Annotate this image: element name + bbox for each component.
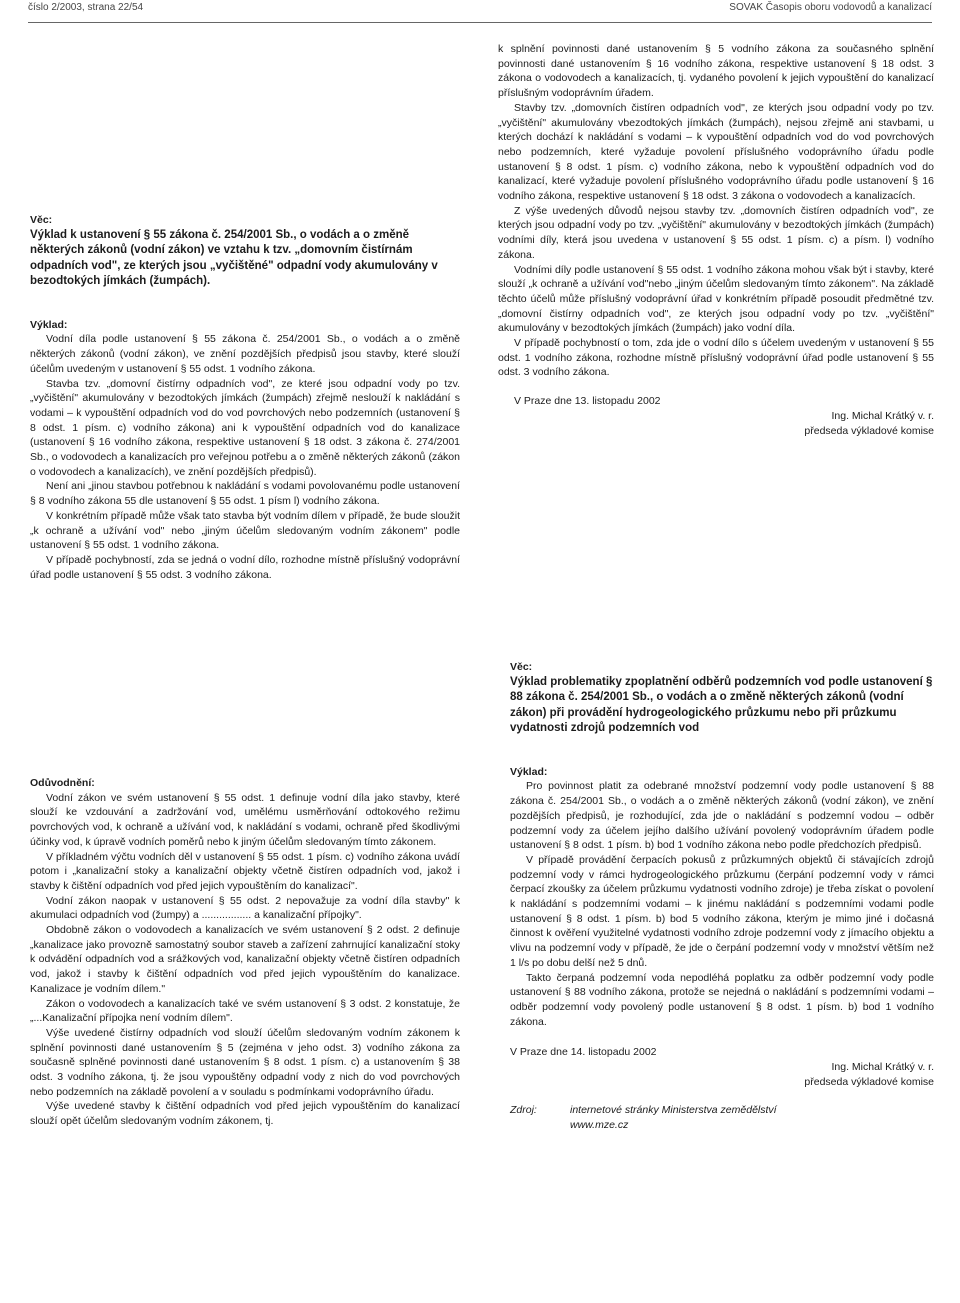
doc1-date: V Praze dne 13. listopadu 2002 <box>514 395 661 408</box>
page-header-left: číslo 2/2003, strana 22/54 <box>28 2 144 13</box>
doc1-vyklad-p3: Není ani „jinou stavbou potřebnou k nakládání s vodami povolovanému podle ustanovení § 8 vodního zákona 55 dle ustanovení § 55 odst. 1 písm l) vodního zákona. <box>30 480 460 508</box>
doc2-signer: Ing. Michal Krátký v. r. <box>831 1061 934 1074</box>
doc1-continued-p5: V případě pochybností o tom, zda jde o vodní dílo s účelem uvedeným v ustanovení § 55 odst. 1 vodního zákona, rozhodne místně příslušný vodoprávní úřad podle ustanovení § 55 odst. 3 vodního zákona. <box>498 337 934 379</box>
doc2-source-body <box>570 1103 777 1132</box>
doc2-date: V Praze dne 14. listopadu 2002 <box>510 1046 657 1059</box>
page-header-right: SOVAK Časopis oboru vodovodů a kanalizací <box>729 2 932 13</box>
doc2-vyklad-p2: V případě provádění čerpacích pokusů z průzkumných objektů či stávajících zdrojů podzemní vody v rámci hydrogeologického průzkumu (čerpání podzemní vody v rámci čerpací zkoušky za účelem průzkumu vydatnosti vodního zdroje) je třeba získat o povolení k nakládání s podzemními vodami – k jinému nakládání s podzemními vodami podle ustanovení § 8 odst. 1 písm. b) bod 5 vodního zákona, kterým je mimo jiné i dočasná činnost k ověření využitelné vydatnosti vodního zdroje podzemní vody z jímacího objektu a vlivu na podzemní vody v případě, že jde o čerpání podzemní vody v množství větším než 1 l/s po dobu delší než 5 dnů. <box>510 853 934 969</box>
doc1-vyklad-p5: V případě pochybností, zda se jedná o vodní dílo, rozhodne místně příslušný vodoprávní úřad podle ustanovení § 55 odst. 3 vodního zákona. <box>30 553 460 581</box>
header-rule <box>28 22 932 23</box>
doc1-oduvodneni-p5: Zákon o vodovodech a kanalizacích také ve svém ustanovení § 3 odst. 2 konstatuje, že „...Kanalizační přípojka není vodním dílem". <box>30 997 460 1025</box>
doc1-vyklad-block <box>30 213 460 582</box>
doc1-vyklad-label: Výklad: <box>30 318 68 331</box>
doc1-oduvodneni-p1: Vodní zákon ve svém ustanovení § 55 odst. 1 definuje vodní díla jako stavby, které slouží ke vzdouvání a zadržování vod, umělému usměrňování odtokového režimu povrchových vod, k ochraně a užívání vod, k nakládání s vodami, ochraně před škodlivými účinky vod, k úpravě vodních poměrů nebo k jiným účelům sledovaným tímto zákonem. <box>30 791 460 848</box>
doc2-vec-label: Věc: <box>510 661 533 673</box>
doc2-source-url: www.mze.cz <box>570 1119 629 1132</box>
doc1-oduvodneni-p6: Výše uvedené čistírny odpadních vod slouží účelům sledovaným vodním zákonem k splnění povinnosti dané ustanovením § 5 (zejména v jeho odst. 3) vodního zákona za současně splněné povinnosti dané ustanovením § 8 odst. 1 písm. c) a ustanovením § 38 odst. 3 vodního zákona, tj. že jsou vypouštěny odpadní vody z nich do vod povrchových nebo podzemních na základě povolení a v souladu s podmínkami vodoprávního úřadu. <box>30 1026 460 1098</box>
doc2-block <box>510 660 934 1133</box>
doc2-role: předseda výkladové komise <box>804 1075 934 1088</box>
doc1-role: předseda výkladové komise <box>804 424 934 437</box>
doc2-vyklad-label: Výklad: <box>510 765 548 778</box>
doc1-subject: Výklad k ustanovení § 55 zákona č. 254/2001 Sb., o vodách a o změně některých zákonů (vodní zákon) ve vztahu k tzv. „domovním čistírnám odpadních vod", ze kterých jsou „vyčištěné" odpadní vody akumulovány v bezodtokých jímkách (žumpách). <box>30 228 438 288</box>
doc1-vec-label: Věc: <box>30 214 53 226</box>
doc1-continuation-block <box>498 42 934 438</box>
doc1-oduvodneni-p4: Obdobně zákon o vodovodech a kanalizacích ve svém ustanovení § 2 odst. 2 definuje „kanalizace jako provozně samostatný soubor staveb a zařízení zahrnující kanalizační stoky k odvádění odpadních vod a srážkových vod, kanalizační objekty včetně čistíren odpadních vod, jakož i stavby k čištění odpadních vod před jejich vypouštěním do kanalizace. Kanalizace je vodním dílem." <box>30 924 460 995</box>
doc1-continued-p1: k splnění povinnosti dané ustanovením § 5 vodního zákona za současného splnění povinnosti dané ustanovením § 16 vodního zákona, respektive ustanovení § 18 odst. 3 zákona o vodovodech a kanalizacích, tj. vydaného povolení k jejich vypouštění do kanalizací příslušným vodoprávním úřadem. <box>498 43 934 100</box>
doc2-vyklad-p3: Takto čerpaná podzemní voda nepodléhá poplatku za odběr podzemní vody podle ustanovení § 88 vodního zákona, protože se nejedná o nakládání s podzemními vodami – odběr podzemní vody povolený podle ustanovení § 8 odst. 1 písm. b) bod 1 vodního zákona. <box>510 971 934 1028</box>
doc1-continued-p4: Vodními díly podle ustanovení § 55 odst. 1 vodního zákona mohou však být i stavby, které slouží „k ochraně a užívání vod"nebo „jiným účelům sledovaným tímto zákonem". Na základě těchto účelů může příslušný vodoprávní úřad v konkrétním případě posoudit předmětné tzv. „domovní čistírny odpadních vod", ze kterých jsou odpadní vody po tzv. „vyčištění" akumulovány v bezodtokých jímkách (žumpách) jako vodní díla. <box>498 263 934 335</box>
doc1-signer: Ing. Michal Krátký v. r. <box>831 409 934 422</box>
doc1-oduvodneni-p2: V příkladném výčtu vodních děl v ustanovení § 55 odst. 1 písm. c) vodního zákona uvádí potom i „kanalizační stoky a kanalizační objekty včetně čistíren odpadních vod, jakož i stavby k čištění odpadních vod před jejich vypouštěním do kanalizací". <box>30 850 460 892</box>
doc2-subject: Výklad problematiky zpoplatnění odběrů podzemních vod podle ustanovení § 88 zákona č. 254/2001 Sb., o vodách a o změně některých zákonů (vodní zákon) při provádění hydrogeologického průzkumu nebo při průzkumu vydatnosti zdrojů podzemních vod <box>510 675 933 735</box>
doc1-continued-p3: Z výše uvedených důvodů nejsou stavby tzv. „domovních čistíren odpadních vod", ze kterých jsou odpadní vody po tzv. „vyčištění" akumulovány v bezodtokých jímkách (žumpách) vodními díly, která jsou uvedena v ustanovení § 55 odst. 1 písm. c) a písm. l) vodního zákona. <box>498 204 934 261</box>
doc1-vyklad-p1: Vodní díla podle ustanovení § 55 zákona č. 254/2001 Sb., o vodách a o změně některých zákonů (vodní zákon), ve znění pozdějších předpisů jsou stavby, které slouží účelům uvedeným v ustanovení § 55 odst. 1 vodního zákona. <box>30 333 460 375</box>
doc1-oduvodneni-p7: Výše uvedené stavby k čištění odpadních vod před jejich vypouštěním do kanalizací slouží opět účelům sledovaným vodním zákonem, tj. <box>30 1100 460 1128</box>
doc2-source-label: Zdroj: <box>510 1104 537 1117</box>
doc2-vyklad-p1: Pro povinnost platit za odebrané množství podzemní vody podle ustanovení § 88 zákona č. 254/2001 Sb., o vodách a o změně některých zákonů (vodní zákon), ve znění pozdějších předpisů, je rozhodující, zda jde o nakládání s podzemní vodou – odběr podzemní vody za účelem jejího dalšího užívání povolený vodoprávním úřadem podle ustanovení § 8 odst. 1 písm. b) bod 1 vodního zákona nebo podle předchozích předpisů. <box>510 780 934 852</box>
doc1-continued-p2: Stavby tzv. „domovních čistíren odpadních vod", ze kterých jsou odpadní vody po tzv. „vyčištění" akumulovány vbezodtokých jímkách (žumpách), nejsou zřejmě ani stavbami, u kterých dochází k nakládání s vodami – k vypouštění odpadních vod do vod povrchových nebo podzemních, které vyžaduje povolení příslušného vodoprávního úřadu podle ustanovení § 8 odst. 1 písm. c) vodního zákona, nebo k vypouštění odpadních vod do kanalizací, které vyžaduje povolení příslušného vodoprávního úřadu podle ustanovení § 16 vodního zákona, respektive ustanovení § 18 odst. 3 zákona o vodovodech a kanalizacích. <box>498 101 934 203</box>
doc1-oduvodneni-block <box>30 776 460 1129</box>
doc2-source <box>510 1103 934 1132</box>
doc1-oduvodneni-p3: Vodní zákon naopak v ustanovení § 55 odst. 2 nepovažuje za vodní díla stavby" k akumulaci odpadních vod (žumpy) a ................. a kanalizační přípojky". <box>30 894 460 922</box>
doc2-source-text: internetové stránky Ministerstva zemědělství <box>570 1104 777 1117</box>
doc1-oduvodneni-label: Odůvodnění: <box>30 777 95 789</box>
doc1-vyklad-p4: V konkrétním případě může však tato stavba být vodním dílem v případě, že bude sloužit „k ochraně a užívání vod" nebo „jiným účelům sledovaným vodním zákonem" podle ustanovení § 55 odst. 1 vodního zákona. <box>30 509 460 552</box>
doc1-vyklad-p2: Stavba tzv. „domovní čistírny odpadních vod", ze které jsou odpadní vody po tzv. „vyčištění" akumulovány v bezodtokých jímkách (žumpách) zřejmě neslouží k nakládání s vodami – k vypouštění odpadních vod do vod povrchových nebo podzemních (ustanovení § 8 odst. 1 písm. c) vodního zákona) ani k vypouštění odpadních vod do kanalizace (ustanovení § 16 vodního zákona, respektive ustanovení § 18 odst. 3 zákona č. 274/2001 Sb., o vodovodech a kanalizacích pro veřejnou potřebu a o změně některých zákonů (zákon o vodovodech a kanalizacích), ve znění pozdějších předpisů). <box>30 377 460 478</box>
